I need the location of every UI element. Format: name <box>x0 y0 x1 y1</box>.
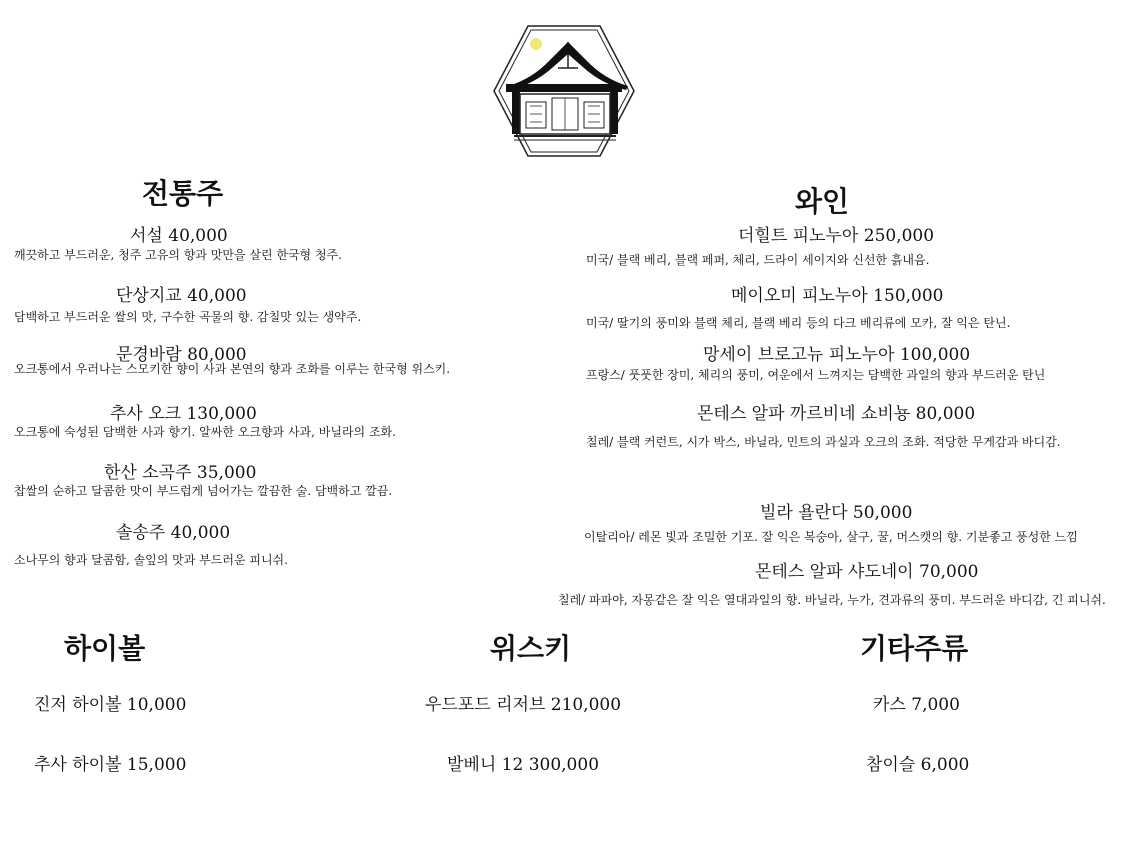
section-title-highball: 하이볼 <box>64 632 146 665</box>
menu-item-name: 발베니 12 300,000 <box>447 755 600 775</box>
menu-item-desc: 담백하고 부드러운 쌀의 맛, 구수한 곡물의 향. 감칠맛 있는 생약주. <box>14 310 362 324</box>
menu-item-name: 우드포드 리저브 210,000 <box>425 695 622 715</box>
menu-item-name: 추사 오크 130,000 <box>110 404 257 424</box>
section-title-traditional: 전통주 <box>142 177 224 210</box>
menu-item-desc: 칠레/ 블랙 커런트, 시가 박스, 바닐라, 민트의 과실과 오크의 조화. 적당한 무게감과 바디감. <box>586 435 1061 449</box>
menu-item-desc: 깨끗하고 부드러운, 청주 고유의 향과 맛만을 살린 한국형 청주. <box>14 248 342 262</box>
menu-item-name: 서설 40,000 <box>130 226 228 246</box>
menu-item-name: 솔송주 40,000 <box>116 523 231 543</box>
menu-item-name: 단상지교 40,000 <box>116 286 247 306</box>
hanok-logo <box>492 24 636 158</box>
menu-item-name: 한산 소곡주 35,000 <box>104 463 257 483</box>
menu-item-desc: 오크통에 숙성된 담백한 사과 향기. 알싸한 오크향과 사과, 바닐라의 조화. <box>14 425 396 439</box>
menu-item-name: 문경바람 80,000 <box>116 345 247 365</box>
menu-item-desc: 오크통에서 우러나는 스모키한 향이 사과 본연의 향과 조화를 이루는 한국형 위스키. <box>14 362 451 376</box>
menu-item-desc: 소나무의 향과 달콤함, 솔잎의 맛과 부드러운 피니쉬. <box>14 553 288 567</box>
menu-item-name: 몬테스 알파 샤도네이 70,000 <box>755 562 979 582</box>
menu-item-name: 메이오미 피노누아 150,000 <box>731 286 944 306</box>
section-title-others: 기타주류 <box>860 632 969 665</box>
menu-item-name: 카스 7,000 <box>873 695 960 715</box>
menu-item-name: 추사 하이볼 15,000 <box>34 755 187 775</box>
menu-item-name: 빌라 욜란다 50,000 <box>760 503 913 523</box>
menu-item-desc: 프랑스/ 풋풋한 장미, 체리의 풍미, 여운에서 느껴지는 담백한 과일의 향과 부드러운 탄닌 <box>586 368 1046 382</box>
menu-item-name: 몬테스 알파 까르비네 쇼비뇽 80,000 <box>697 404 976 424</box>
menu-item-name: 망세이 브로고뉴 피노누아 100,000 <box>703 345 971 365</box>
menu-item-desc: 찹쌀의 순하고 달콤한 맛이 부드럽게 넘어가는 깔끔한 술. 담백하고 깔끔. <box>14 484 393 498</box>
menu-item-desc: 칠레/ 파파야, 자몽같은 잘 익은 열대과일의 향. 바닐라, 누가, 견과류의 풍미. 부드러운 바디감, 긴 피니쉬. <box>558 593 1106 607</box>
menu-item-desc: 이탈리아/ 레몬 빛과 조밀한 기포. 잘 익은 복숭아, 살구, 꿀, 머스캣의 향. 기분좋고 풍성한 느낌 <box>584 530 1078 544</box>
menu-item-desc: 미국/ 블랙 베리, 블랙 페퍼, 체리, 드라이 세이지와 신선한 흙내음. <box>586 253 930 267</box>
section-title-whisky: 위스키 <box>490 632 572 665</box>
menu-item-desc: 미국/ 딸기의 풍미와 블랙 체리, 블랙 베리 등의 다크 베리류에 모카, 잘 익은 탄닌. <box>586 316 1011 330</box>
menu-item-name: 참이슬 6,000 <box>866 755 970 775</box>
menu-item-name: 진저 하이볼 10,000 <box>34 695 187 715</box>
menu-item-name: 더힐트 피노누아 250,000 <box>738 226 935 246</box>
section-title-wine: 와인 <box>795 185 850 218</box>
